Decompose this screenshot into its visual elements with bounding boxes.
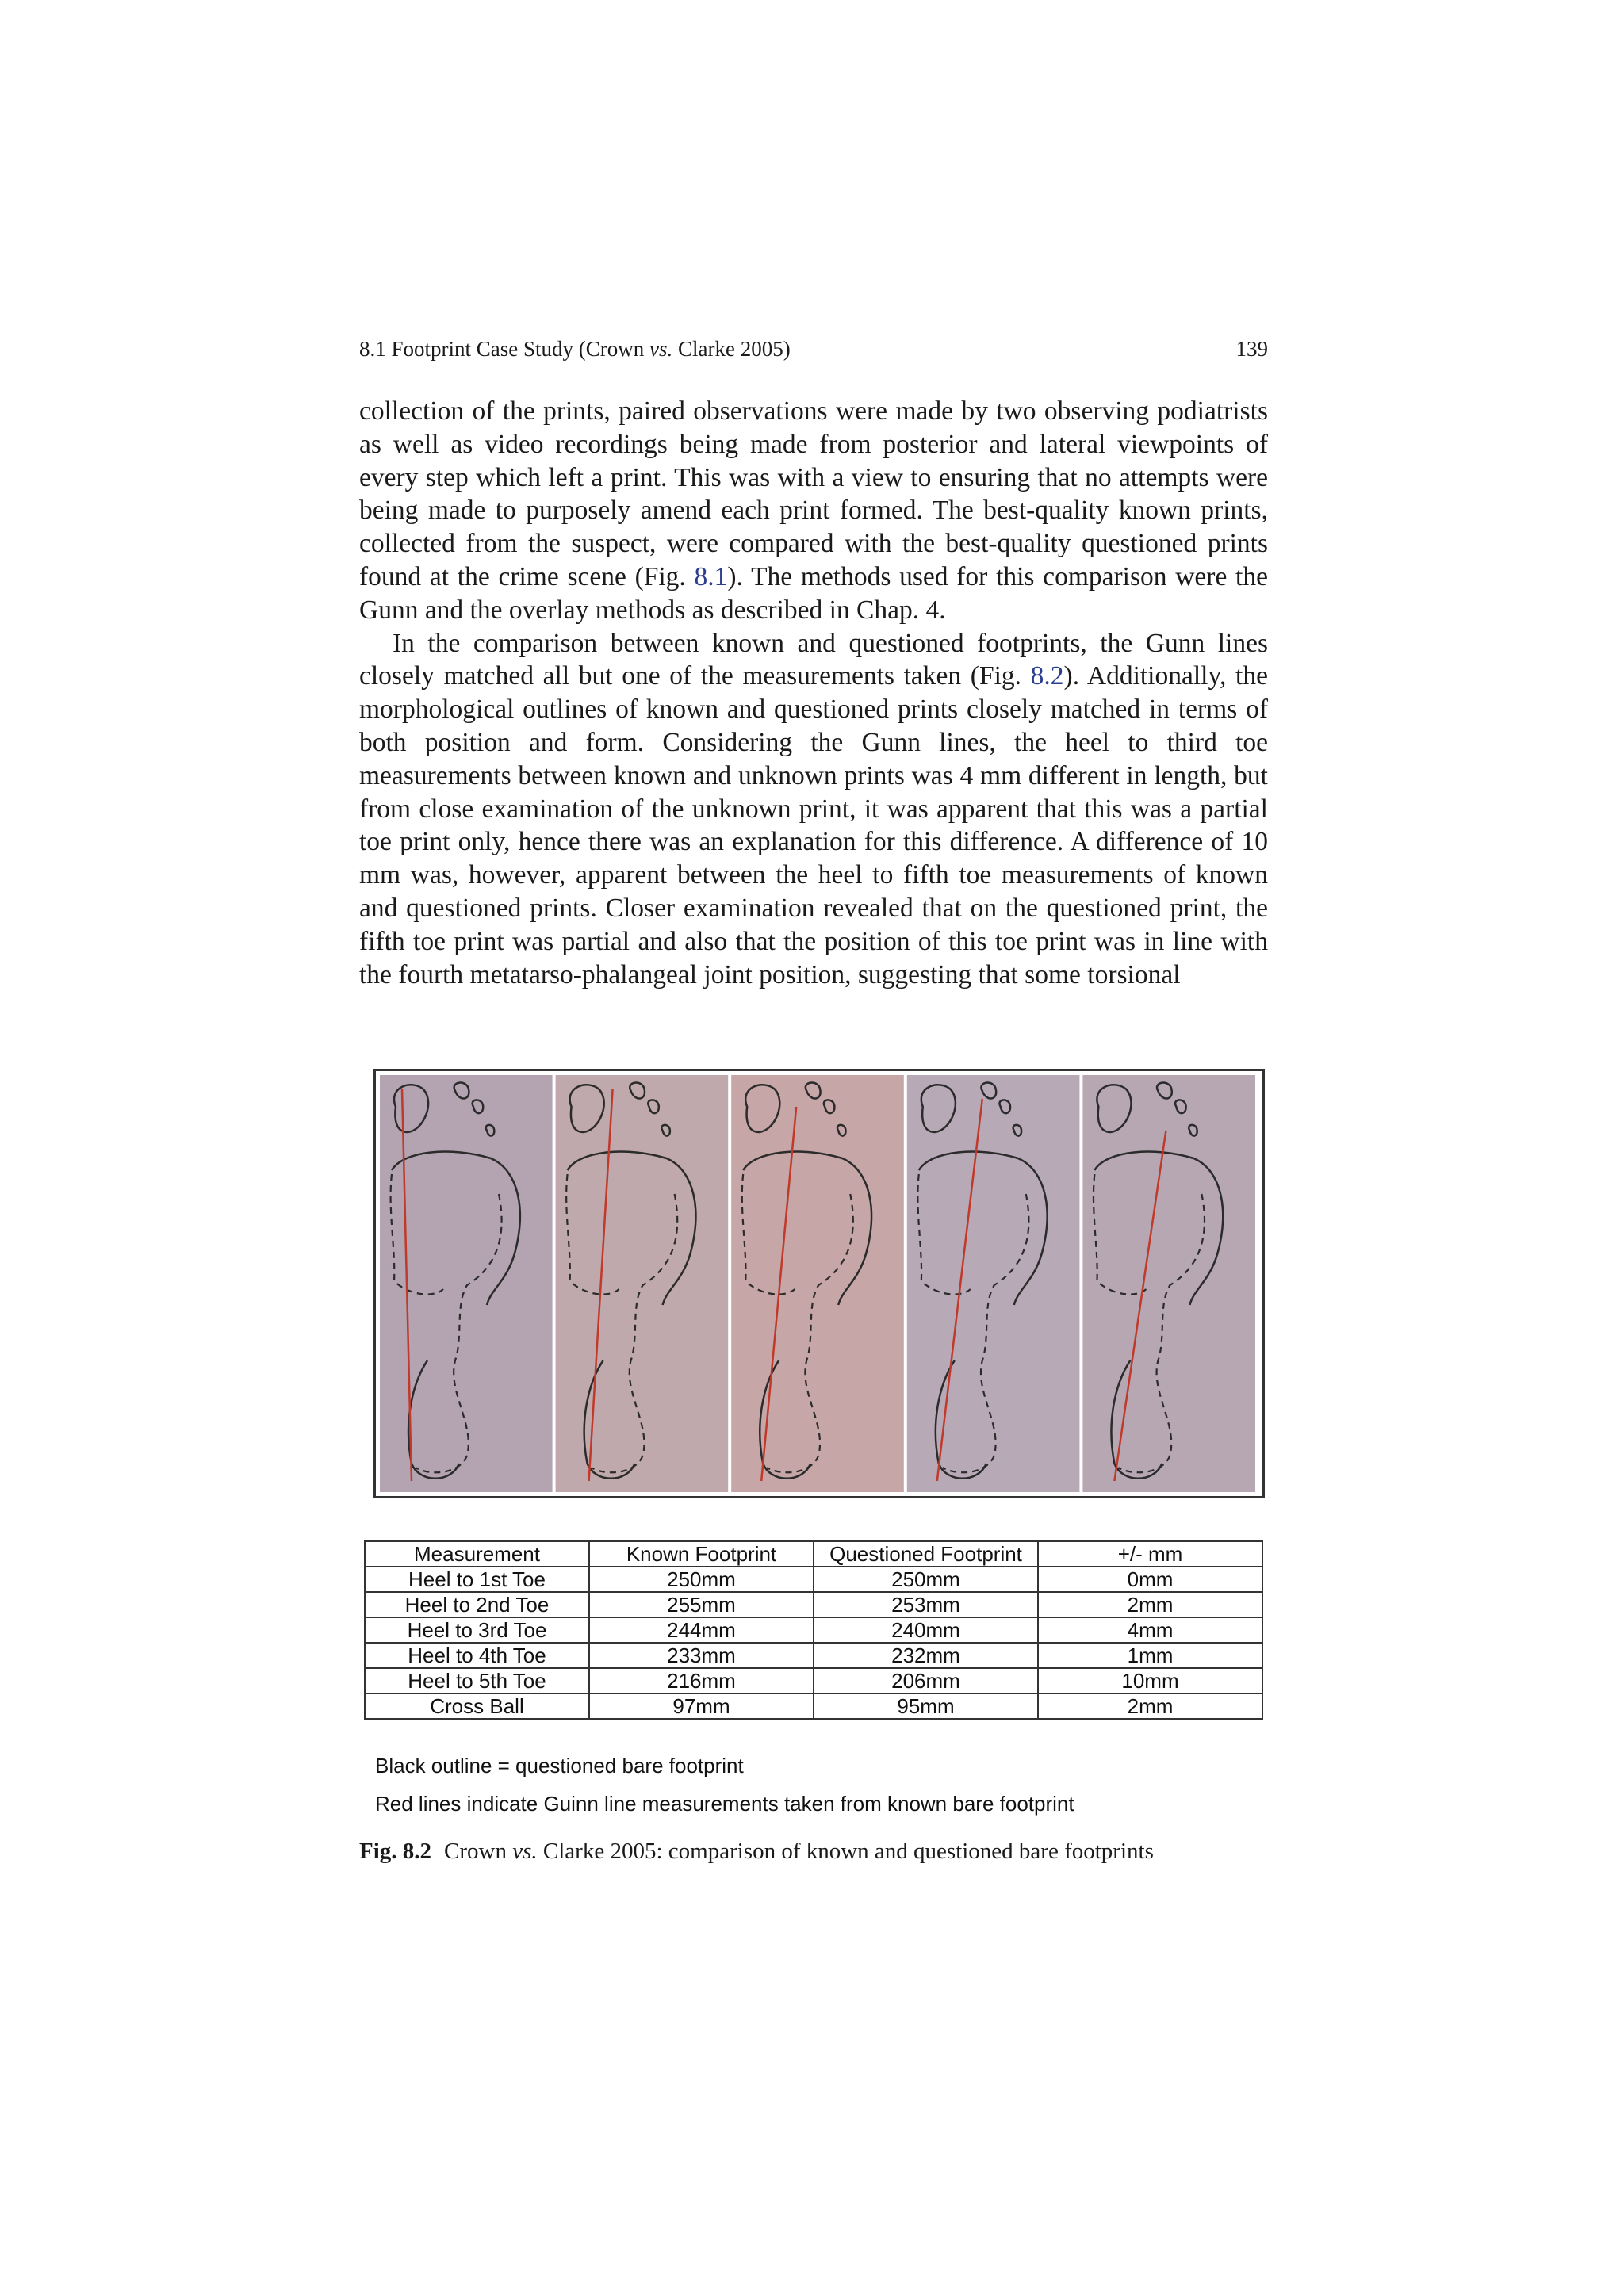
figure-label: Fig. 8.2 — [359, 1839, 432, 1864]
column-header: +/- mm — [1038, 1541, 1262, 1567]
column-header: Questioned Footprint — [814, 1541, 1038, 1567]
legend-note-red-lines: Red lines indicate Guinn line measurements taken from known bare footprint — [375, 1792, 1074, 1816]
table-cell: 10mm — [1038, 1668, 1262, 1693]
running-head — [359, 336, 1268, 362]
table-cell: 1mm — [1038, 1643, 1262, 1668]
table-cell: 233mm — [589, 1643, 814, 1668]
table-cell: 253mm — [814, 1592, 1038, 1617]
footprint-panel — [731, 1075, 904, 1492]
table-cell: 240mm — [814, 1617, 1038, 1643]
table-cell: 232mm — [814, 1643, 1038, 1668]
footprint-panel — [1082, 1075, 1255, 1492]
figure-caption: Fig. 8.2 Crown vs. Clarke 2005: comparison of known and questioned bare footprints — [359, 1839, 1154, 1864]
table-cell: 2mm — [1038, 1693, 1262, 1719]
footprint-panel — [380, 1075, 553, 1492]
legend-note-outline: Black outline = questioned bare footprint — [375, 1754, 744, 1777]
fig-ref-8-2[interactable]: 8.2 — [1030, 661, 1064, 691]
table-cell: Heel to 4th Toe — [365, 1643, 589, 1668]
table-cell: Heel to 5th Toe — [365, 1668, 589, 1693]
body-text — [359, 395, 1268, 991]
table-cell: 255mm — [589, 1592, 814, 1617]
panel-background — [380, 1075, 553, 1492]
panel-background — [556, 1075, 729, 1492]
footprint-comparison-photo — [373, 1069, 1265, 1498]
footprint-panel — [556, 1075, 729, 1492]
panel-background — [907, 1075, 1080, 1492]
table-cell: 206mm — [814, 1668, 1038, 1693]
table-cell: Heel to 2nd Toe — [365, 1592, 589, 1617]
table-cell: Heel to 3rd Toe — [365, 1617, 589, 1643]
column-header: Measurement — [365, 1541, 589, 1567]
table-header-row — [365, 1541, 1262, 1567]
table-row — [365, 1693, 1262, 1719]
footprint-panels — [380, 1075, 1258, 1492]
table-cell: Heel to 1st Toe — [365, 1567, 589, 1592]
table-row — [365, 1567, 1262, 1592]
panel-background — [731, 1075, 904, 1492]
paragraph-1: collection of the prints, paired observations were made by two observing podiatrists as well as video recordings being made from posterior and lateral viewpoints of every step which left a print. This was with a view to ensuring that no attempts were being made to purposely amend each print formed. The best-quality known prints, collected from the suspect, were compared with the best-quality questioned prints found at the crime scene (Fig. 8.1). The methods used for this comparison were the Gunn and the overlay methods as described in Chap. 4. — [359, 396, 1268, 625]
table-row — [365, 1643, 1262, 1668]
footprint-panel — [907, 1075, 1080, 1492]
table-cell: 250mm — [814, 1567, 1038, 1592]
table-cell: 97mm — [589, 1693, 814, 1719]
table-cell: 216mm — [589, 1668, 814, 1693]
table-cell: Cross Ball — [365, 1693, 589, 1719]
column-header: Known Footprint — [589, 1541, 814, 1567]
section-title: 8.1 Footprint Case Study (Crown vs. Clarke 2005) — [359, 337, 791, 361]
fig-ref-8-1[interactable]: 8.1 — [694, 561, 728, 591]
paragraph-2: In the comparison between known and questioned footprints, the Gunn lines closely matched all but one of the measurements taken (Fig. 8.2). Additionally, the morphological outlines of known and questioned prints closely matched in terms of both position and form. Considering the Gunn lines, the heel to third toe measurements between known and unknown prints was 4 mm different in length, but from close examination of the unknown print, it was apparent that this was a partial toe print only, hence there was an explanation for this difference. A difference of 10 mm was, however, apparent between the heel to fifth toe measurements of known and questioned prints. Closer examination revealed that on the questioned print, the fifth toe print was partial and also that the position of this toe print was in line with the fourth metatarso-phalangeal joint position, suggesting that some torsional — [359, 628, 1268, 989]
measurement-table — [364, 1540, 1263, 1720]
table-row — [365, 1617, 1262, 1643]
table-row — [365, 1668, 1262, 1693]
table-row — [365, 1592, 1262, 1617]
table-cell: 250mm — [589, 1567, 814, 1592]
table-cell: 244mm — [589, 1617, 814, 1643]
table-cell: 0mm — [1038, 1567, 1262, 1592]
table-cell: 95mm — [814, 1693, 1038, 1719]
table-cell: 4mm — [1038, 1617, 1262, 1643]
table-cell: 2mm — [1038, 1592, 1262, 1617]
panel-background — [1082, 1075, 1255, 1492]
page-number: 139 — [1235, 337, 1268, 361]
